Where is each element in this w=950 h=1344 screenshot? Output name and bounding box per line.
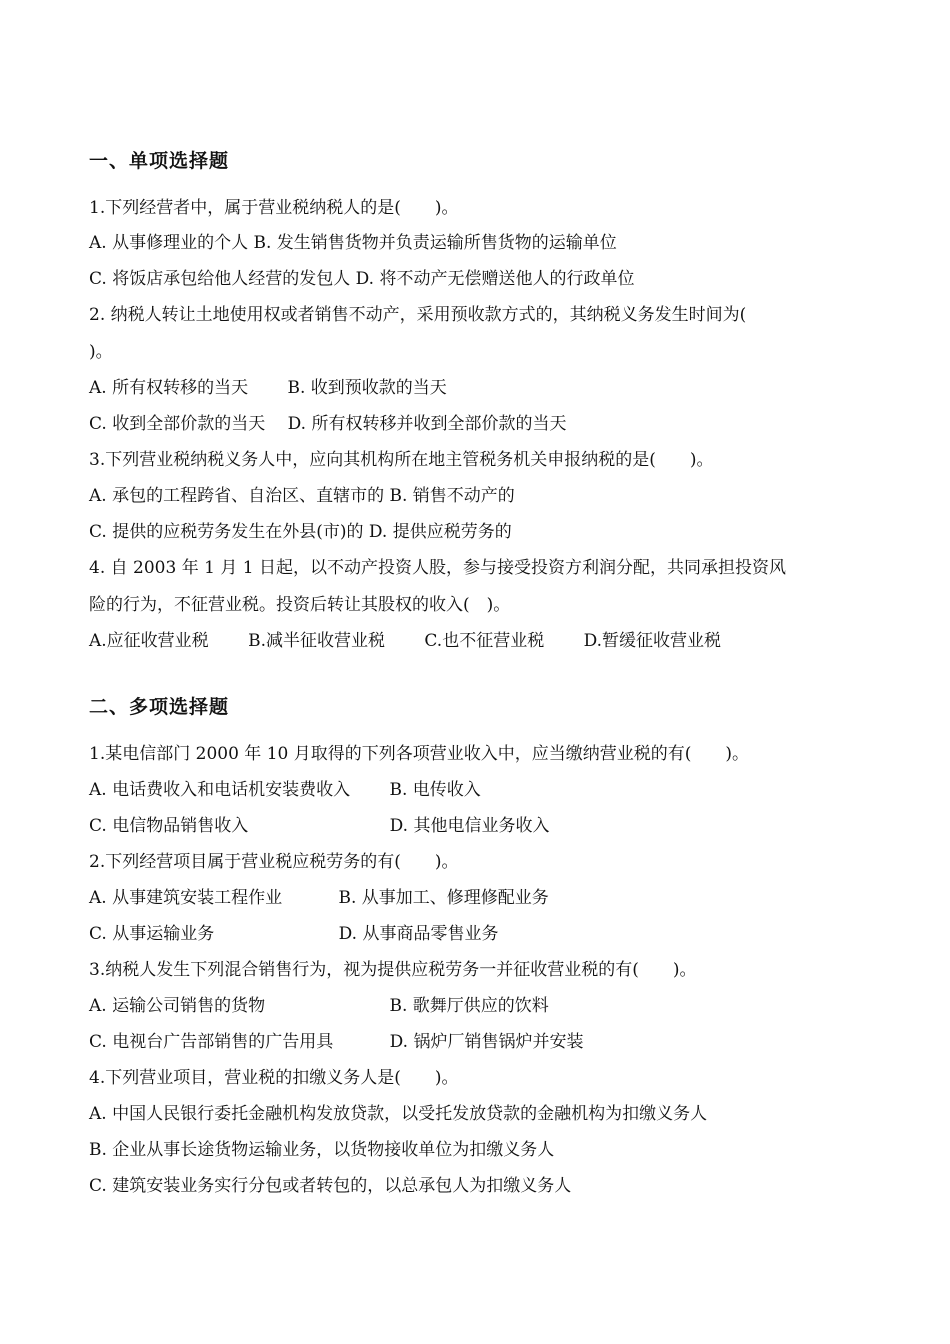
option-line: A. 从事修理业的个人 B. 发生销售货物并负责运输所售货物的运输单位	[89, 233, 617, 253]
option-line: A. 从事建筑安装工程作业 B. 从事加工、修理修配业务	[89, 888, 549, 908]
question-line: 1.某电信部门 2000 年 10 月取得的下列各项营业收入中，应当缴纳营业税的有( )。	[89, 744, 749, 764]
option-line: A. 承包的工程跨省、自治区、直辖市的 B. 销售不动产的	[89, 486, 515, 506]
question-line: 1.下列经营者中，属于营业税纳税人的是( )。	[89, 198, 459, 218]
section-heading-multiple-choice: 二、多项选择题	[89, 696, 230, 718]
option-line: C. 将饭店承包给他人经营的发包人 D. 将不动产无偿赠送他人的行政单位	[89, 269, 635, 289]
question-line: 3.纳税人发生下列混合销售行为，视为提供应税劳务一并征收营业税的有( )。	[89, 960, 697, 980]
question-line: 4.下列营业项目，营业税的扣缴义务人是( )。	[89, 1068, 459, 1088]
option-line: C. 建筑安装业务实行分包或者转包的，以总承包人为扣缴义务人	[89, 1176, 572, 1196]
option-line: A.应征收营业税 B.减半征收营业税 C.也不征营业税 D.暂缓征收营业税	[89, 631, 722, 651]
option-line: C. 电视台广告部销售的广告用具 D. 锅炉厂销售锅炉并安装	[89, 1032, 584, 1052]
section-heading-single-choice: 一、单项选择题	[89, 150, 230, 172]
option-line: C. 从事运输业务 D. 从事商品零售业务	[89, 924, 499, 944]
option-line: C. 提供的应税劳务发生在外县(市)的 D. 提供应税劳务的	[89, 522, 512, 542]
question-line: 2.下列经营项目属于营业税应税劳务的有( )。	[89, 852, 459, 872]
option-line: A. 运输公司销售的货物 B. 歌舞厅供应的饮料	[89, 996, 549, 1016]
question-line-continued: )。	[89, 342, 113, 362]
option-line: C. 收到全部价款的当天 D. 所有权转移并收到全部价款的当天	[89, 414, 567, 434]
question-line: 3.下列营业税纳税义务人中，应向其机构所在地主管税务机关申报纳税的是( )。	[89, 450, 714, 470]
question-line: 2. 纳税人转让土地使用权或者销售不动产，采用预收款方式的，其纳税义务发生时间为(	[89, 305, 747, 325]
option-line: C. 电信物品销售收入 D. 其他电信业务收入	[89, 816, 550, 836]
question-line: 4. 自 2003 年 1 月 1 日起，以不动产投资人股，参与接受投资方利润分配，共同承担投资风	[89, 558, 786, 578]
question-line-continued: 险的行为，不征营业税。投资后转让其股权的收入( )。	[89, 595, 511, 615]
option-line: A. 电话费收入和电话机安装费收入 B. 电传收入	[89, 780, 481, 800]
option-line: B. 企业从事长途货物运输业务，以货物接收单位为扣缴义务人	[89, 1140, 555, 1160]
option-line: A. 中国人民银行委托金融机构发放贷款，以受托发放贷款的金融机构为扣缴义务人	[89, 1104, 708, 1124]
option-line: A. 所有权转移的当天 B. 收到预收款的当天	[89, 378, 447, 398]
